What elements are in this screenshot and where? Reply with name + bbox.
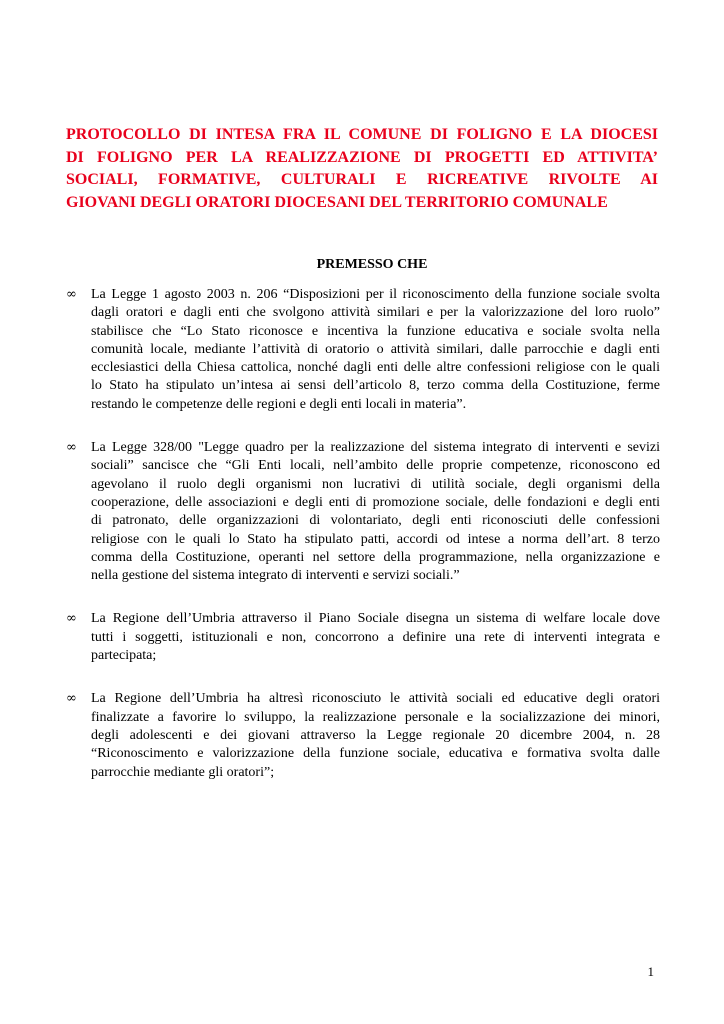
text-line: comunità locale, mediante l’attività di oratorio o attività similari, dalle parrocchie e dagli enti — [91, 341, 660, 357]
infinity-bullet-icon: ∞ — [66, 287, 77, 302]
text-line: di patronato, delle organizzazioni di volontariato, degli enti riconosciuti delle confessioni — [91, 513, 660, 529]
text-line: La Regione dell’Umbria ha altresì riconosciuto le attività sociali ed educative degli oratori — [91, 691, 660, 707]
text-line: nella gestione del sistema integrato di interventi e servizi sociali.” — [91, 568, 460, 584]
text-line: La Legge 1 agosto 2003 n. 206 “Disposizioni per il riconoscimento della funzione sociale svolta — [91, 287, 660, 302]
title-line: SOCIALI, FORMATIVE, CULTURALI E RICREATIVE RIVOLTE AI — [66, 171, 658, 188]
list-item — [60, 286, 660, 414]
text-line: finalizzate a favorire lo sviluppo, la realizzazione personale e la socializzazione dei minori, — [91, 709, 660, 725]
title-line: PROTOCOLLO DI INTESA FRA IL COMUNE DI FOLIGNO E LA DIOCESI — [66, 126, 658, 143]
list-item-text — [91, 610, 660, 665]
text-line: “Riconoscimento e valorizzazione della funzione sociale, educativa e formativa svolta dalle — [91, 746, 660, 762]
text-line: religiose con le quali lo Stato ha stipulato patti, accordi od intese a norma dell’art. 8 terzo — [91, 531, 660, 547]
list-item — [60, 690, 660, 781]
premises-list — [60, 286, 660, 807]
list-item-text — [91, 690, 660, 781]
text-line: sociali” sancisce che “Gli Enti locali, nell’ambito delle proprie competenze, riconoscono ed — [91, 458, 660, 474]
infinity-bullet-icon: ∞ — [66, 611, 77, 627]
text-line: partecipata; — [91, 648, 157, 664]
title-line: DI FOLIGNO PER LA REALIZZAZIONE DI PROGETTI ED ATTIVITA’ — [66, 148, 658, 166]
text-line: lo Stato ha stipulato un’intesa ai sensi dell’articolo 8, terzo comma della Costituzione, ferme — [91, 378, 660, 394]
text-line: dagli oratori e dagli enti che svolgono attività similari e per la valorizzazione del loro ruolo” — [91, 305, 660, 321]
text-line: degli adolescenti e dei giovani attraverso la Legge regionale 20 dicembre 2004, n. 28 — [91, 727, 660, 743]
text-line: restando le competenze delle regioni e degli enti locali in materia”. — [91, 396, 467, 412]
text-line: ecclesiastici della Chiesa cattolica, nonché dagli enti delle altre confessioni religiose con le quali — [91, 360, 660, 376]
list-item-text — [91, 286, 660, 414]
infinity-bullet-icon: ∞ — [66, 691, 77, 707]
text-line: agevolano il ruolo degli organismi non lucrativi di utilità sociale, degli organismi della — [91, 476, 660, 492]
text-line: comma della Costituzione, operanti nel settore della programmazione, nella organizzazione e — [91, 549, 660, 565]
list-item — [60, 439, 660, 585]
list-item — [60, 610, 660, 665]
text-line: La Legge 328/00 "Legge quadro per la realizzazione del sistema integrato di interventi e sevizi — [91, 440, 660, 456]
text-line: stabilisce che “Lo Stato riconosce e incentiva la funzione educativa e sociale svolta nella — [91, 323, 660, 339]
section-heading: PREMESSO CHE — [316, 257, 428, 272]
text-line: tutti i soggetti, istituzionali e non, concorrono a definire una rete di interventi integrata e — [91, 629, 660, 645]
title-line: GIOVANI DEGLI ORATORI DIOCESANI DEL TERRITORIO COMUNALE — [66, 193, 608, 211]
text-line: cooperazione, delle associazioni e degli enti di promozione sociale, delle fondazioni e degli enti — [91, 494, 660, 510]
text-line: parrocchie mediante gli oratori”; — [91, 764, 275, 780]
text-line: La Regione dell’Umbria attraverso il Piano Sociale disegna un sistema di welfare locale dove — [91, 611, 660, 627]
document-title — [66, 124, 658, 214]
list-item-text — [91, 439, 660, 585]
infinity-bullet-icon: ∞ — [66, 440, 77, 456]
page-number: 1 — [647, 964, 654, 979]
